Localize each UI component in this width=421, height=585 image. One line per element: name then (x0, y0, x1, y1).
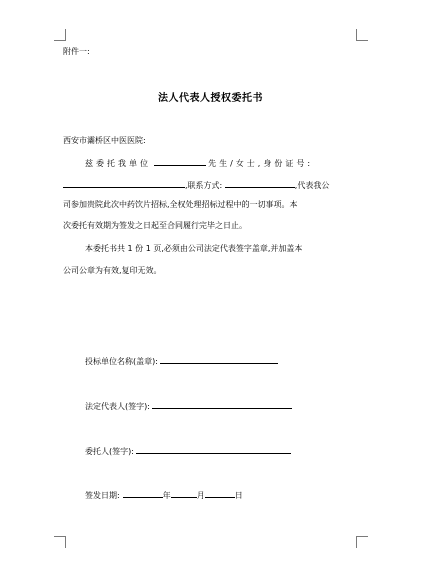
crop-mark-bottom-left (54, 536, 66, 548)
body-line-4: 次委托有效期为签发之日起至合同履行完毕之日止。 (63, 221, 247, 230)
body-line-3: 司参加贵院此次中药饮片招标,全权处理招标过程中的一切事项。本 (63, 200, 298, 209)
agent-label: 委托人(签字): (85, 447, 134, 456)
bidder-label: 投标单位名称(盖章): (85, 357, 158, 366)
year-label: 年 (162, 491, 171, 500)
day-label: 日 (234, 491, 243, 500)
legal-rep-field (85, 399, 292, 412)
contact-text: ,联系方式: (185, 181, 223, 190)
document-title: 法人代表人授权委托书 (158, 93, 263, 104)
date-label: 签发日期: (85, 491, 120, 500)
agent-name-blank (154, 156, 206, 166)
legal-rep-label: 法定代表人(签字): (85, 402, 150, 411)
body-line-5: 本委托书共 1 份 1 页,必须由公司法定代表签字盖章,并加盖本 (85, 244, 303, 253)
bidder-blank (160, 354, 278, 364)
addressee: 西安市灞桥区中医医院: (63, 136, 146, 145)
agent-field (85, 444, 291, 457)
contact-blank (225, 178, 295, 188)
body-line-1 (85, 156, 313, 169)
month-label: 月 (196, 491, 205, 500)
day-blank (205, 488, 235, 498)
delegation-text: 兹委托我单位 (85, 159, 151, 168)
body-line-2 (63, 178, 329, 191)
bidder-field (85, 354, 278, 367)
represent-text: ,代表我公 (294, 181, 330, 190)
crop-mark-top-left (54, 29, 66, 41)
id-number-blank (63, 178, 185, 188)
date-field (85, 488, 243, 501)
crop-mark-bottom-right (356, 536, 368, 548)
attachment-label: 附件一: (63, 47, 90, 56)
title-id-text: 先生/女士,身份证号: (208, 159, 314, 168)
year-blank (123, 488, 163, 498)
agent-blank (136, 444, 291, 454)
crop-mark-top-right (356, 29, 368, 41)
body-line-6: 公司公章为有效,复印无效。 (63, 266, 162, 275)
month-blank (171, 488, 197, 498)
legal-rep-blank (152, 399, 292, 409)
